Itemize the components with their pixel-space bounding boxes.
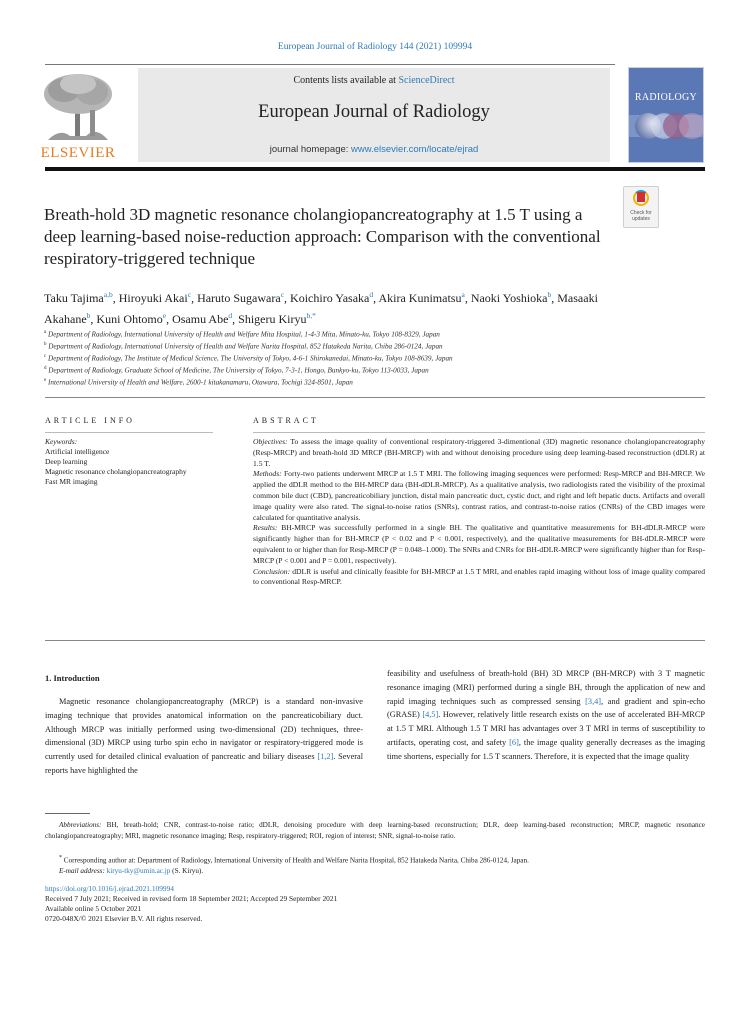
check-updates-label-line1: Check for bbox=[630, 210, 652, 216]
affiliation-marker[interactable]: d bbox=[369, 290, 374, 299]
abstract-section-text: Forty-two patients underwent MRCP at 1.5 T MRI. The following imaging sequences were performed: Resp-MRCP and BH-MRCP. We applied the dDLR method to the BH-MRCP data (BH-dDLR-MRCP). As a qualitative analysis, two radiologists rated the visibility of the proximal common bile duct (CBD), pancreaticobiliary junction, distal main pancreatic duct, cystic duct, and right and left hepatic ducts. Artifacts and overall image quality were also rated. The signal-to-noise ratios (SNRs), contrast ratios, and contrast-to-noise ratios (CNRs) of the CBD images were calculated for quantitative analysis. bbox=[253, 469, 705, 522]
abbreviations-label: Abbreviations: bbox=[59, 821, 102, 829]
check-for-updates-button[interactable] bbox=[623, 186, 659, 228]
affiliation-marker[interactable]: b bbox=[86, 311, 91, 320]
contents-available-line bbox=[138, 75, 610, 86]
citation-reference-link[interactable]: [6] bbox=[509, 737, 519, 747]
affiliation-text: Department of Radiology, International University of Health and Welfare Narita Hospital, 852 Hatakeda Narita, Chiba 286-0124, Japan bbox=[46, 342, 443, 351]
header-top-rule bbox=[45, 64, 615, 65]
affiliation-key: e bbox=[44, 377, 47, 383]
affiliation-key: a bbox=[44, 330, 47, 335]
elsevier-tree-icon bbox=[40, 70, 116, 144]
affiliation-item bbox=[44, 364, 724, 376]
homepage-prefix: journal homepage: bbox=[269, 144, 352, 155]
body-text: , and gradient and spin-echo (GRASE) bbox=[387, 696, 705, 720]
author-separator: , bbox=[90, 312, 97, 326]
author-list bbox=[44, 286, 604, 328]
check-updates-label bbox=[624, 210, 658, 222]
abstract-methods bbox=[253, 469, 705, 523]
affiliation-item bbox=[44, 376, 724, 388]
citation-reference-link[interactable]: [1,2] bbox=[317, 752, 334, 762]
email-line bbox=[59, 866, 705, 877]
article-info-heading: ARTICLE INFO bbox=[45, 416, 135, 425]
paper-title: Breath-hold 3D magnetic resonance cholangiopancreatography at 1.5 T using a deep learning-based noise-reduction approach: Comparison with the conventional respiratory-triggered technique bbox=[44, 205, 601, 268]
publication-info bbox=[45, 884, 545, 924]
keyword-item: Deep learning bbox=[45, 457, 88, 466]
affiliation-key: d bbox=[44, 365, 47, 371]
affiliation-marker[interactable]: c bbox=[280, 290, 285, 299]
author-name[interactable]: Kuni Ohtomo bbox=[96, 312, 163, 326]
author-separator: , bbox=[284, 291, 291, 305]
elsevier-wordmark: ELSEVIER bbox=[40, 145, 116, 161]
abstract-section-label: Conclusion: bbox=[253, 566, 291, 576]
section-divider bbox=[45, 397, 705, 398]
footnote-rule bbox=[45, 813, 90, 814]
affiliation-marker[interactable]: a bbox=[461, 290, 465, 299]
affiliation-item bbox=[44, 340, 724, 352]
abstract-rule bbox=[253, 432, 705, 433]
abstract-conclusion bbox=[253, 567, 705, 589]
author-name[interactable]: Akira Kunimatsu bbox=[378, 291, 462, 305]
affiliation-marker[interactable]: b bbox=[547, 290, 552, 299]
abstract-objectives bbox=[253, 437, 705, 469]
abbreviations-text: BH, breath-hold; CNR, contrast-to-noise ratio; dDLR, denoising procedure with deep learning-based reconstruction; DLR, deep learning-based reconstruction; MRCP, magnetic resonance cholangiopancreatography; MRI, magnetic resonance imaging; Resp, respiratory-triggered; ROI, region of interest; SNR, signal-to-noise ratio. bbox=[45, 821, 705, 840]
affiliation-text: Department of Radiology, The Institute of Medical Science, The University of Tokyo, 4-6-1 Shirokanedai, Minato-ku, Tokyo 108-8639, Japan bbox=[46, 354, 453, 363]
check-updates-label-line2: updates bbox=[632, 216, 650, 222]
abstract-section-text: To assess the image quality of conventional respiratory-triggered 3-dimentional (3D) magnetic resonance cholangiopancreatography (Resp-MRCP) and breath-hold 3D MRCP (BH-MRCP) with and without denoising procedure using deep learning-based reconstruction (dDLR) at 1.5 T. bbox=[253, 437, 705, 468]
journal-cover-image[interactable] bbox=[628, 67, 704, 163]
sciencedirect-link[interactable]: ScienceDirect bbox=[398, 75, 455, 86]
introduction-right-column bbox=[387, 667, 705, 764]
author-email-link[interactable]: kiryu-tky@umin.ac.jp bbox=[106, 867, 171, 876]
section-divider bbox=[45, 640, 705, 641]
author-separator: , bbox=[464, 291, 471, 305]
author-name[interactable]: Shigeru Kiryu bbox=[238, 312, 307, 326]
journal-citation-link[interactable]: European Journal of Radiology 144 (2021) 109994 bbox=[277, 42, 473, 52]
affiliation-marker[interactable]: c bbox=[187, 290, 192, 299]
corresponding-author-text: Corresponding author at: Department of Radiology, International University of Health and Welfare Narita Hospital, 852 Hatakeda Narita, Chiba 286-0124, Japan. bbox=[62, 856, 529, 865]
affiliation-key: b bbox=[44, 341, 47, 347]
affiliation-marker[interactable]: a,b bbox=[103, 290, 113, 299]
affiliation-item bbox=[44, 328, 724, 340]
affiliation-marker[interactable]: b,* bbox=[306, 311, 316, 320]
affiliation-marker[interactable]: e bbox=[162, 311, 167, 320]
author-name[interactable]: Naoki Yoshioka bbox=[470, 291, 548, 305]
affiliation-item bbox=[44, 352, 724, 364]
corresponding-author-address bbox=[59, 853, 705, 866]
keywords-label: Keywords: bbox=[45, 437, 78, 446]
contents-prefix: Contents lists available at bbox=[293, 75, 399, 86]
available-online-date: Available online 5 October 2021 bbox=[45, 904, 142, 913]
received-dates: Received 7 July 2021; Received in revised form 18 September 2021; Accepted 29 September 2021 bbox=[45, 894, 338, 903]
author-separator: , bbox=[166, 312, 173, 326]
keyword-item: Fast MR imaging bbox=[45, 477, 98, 486]
body-text: feasibility and usefulness of breath-hold (BH) 3D MRCP (BH-MRCP) with 3 T magnetic resonance imaging (MRI) performed during a single BH, through the application of new and rapid imaging techniques such as compressed sensing bbox=[387, 669, 705, 706]
journal-homepage-link[interactable]: www.elsevier.com/locate/ejrad bbox=[351, 144, 479, 155]
citation-reference-link[interactable]: [3,4] bbox=[585, 696, 602, 706]
body-text: , the image quality generally decreases as the imaging time shortens, especially for 1.5 T scanners. Therefore, it is expected that the image quality bbox=[387, 737, 705, 761]
author-separator: , bbox=[232, 312, 239, 326]
abbreviations-footnote bbox=[45, 820, 705, 842]
affiliation-text: Department of Radiology, International University of Health and Welfare Mita Hospital, 1-4-3 Mita, Minato-ku, Tokyo 108-8329, Japan bbox=[46, 330, 440, 339]
abstract-section-label: Methods: bbox=[253, 469, 282, 479]
author-separator: , bbox=[112, 291, 119, 305]
body-text: . Several reports have highlighted the bbox=[45, 752, 364, 775]
header-thick-rule bbox=[45, 167, 705, 171]
email-label: E-mail address: bbox=[59, 867, 105, 876]
affiliation-marker[interactable]: d bbox=[228, 311, 233, 320]
doi-link[interactable]: https://doi.org/10.1016/j.ejrad.2021.109994 bbox=[45, 884, 174, 893]
author-name[interactable]: Haruto Sugawara bbox=[197, 291, 281, 305]
journal-name: European Journal of Radiology bbox=[258, 102, 490, 122]
copyright-notice: 0720-048X/© 2021 Elsevier B.V. All rights reserved. bbox=[45, 914, 203, 923]
introduction-left-column bbox=[45, 695, 363, 778]
author-separator: , bbox=[373, 291, 379, 305]
citation-reference-link[interactable]: [4,5] bbox=[422, 710, 439, 720]
keyword-item: Magnetic resonance cholangiopancreatography bbox=[45, 467, 187, 476]
cover-title: RADIOLOGY bbox=[634, 92, 698, 103]
body-text: Magnetic resonance cholangiopancreatography (MRCP) is a standard non-invasive imaging technique that provides anatomical information on the pancreaticobiliary duct. Although MRCP was initially performed using two-dimensional (2D) techniques, three-dimensional (3D) MRCP using turbo spin echo in navigator or respiratory-triggered mode is currently used for detailed clinical evaluation of pancreatic and biliary diseases bbox=[45, 697, 363, 762]
affiliation-key: c bbox=[44, 353, 47, 359]
abstract-section-text: dDLR is useful and clinically feasible for BH-MRCP at 1.5 T MRI, and enables rapid imaging without loss of image quality compared to conventional Resp-MRCP. bbox=[253, 566, 705, 587]
affiliation-text: International University of Health and Welfare, 2600-1 kitakanamaru, Otawara, Tochigi 324-8501, Japan bbox=[46, 377, 353, 386]
footnote-mark: * bbox=[59, 855, 62, 861]
author-separator: , bbox=[191, 291, 198, 305]
corresponding-author-footnote bbox=[45, 853, 705, 877]
elsevier-logo[interactable] bbox=[32, 70, 124, 162]
author-name[interactable]: Taku Tajima bbox=[44, 291, 104, 305]
cover-circle bbox=[679, 113, 704, 139]
abstract-section-label: Results: bbox=[253, 523, 278, 533]
abstract-section-label: Objectives: bbox=[253, 437, 288, 446]
author-name[interactable]: Koichiro Yasaka bbox=[290, 291, 370, 305]
article-info-rule bbox=[45, 432, 213, 433]
body-text: . However, relatively little research exists on the use of accelerated BH-MRCP at 1.5 T MRI. Although 1.5 T MRI has advantages over 3 T MRI in terms of susceptibility to artifacts, operating cost, and safety bbox=[387, 710, 705, 747]
abstract-section-text: BH-MRCP was successfully performed in a single BH. The qualitative and quantitative measurements for BH-dDLR-MRCP were significantly higher than for BH-MRCP (P < 0.02 and P < 0.001, respectively), and the qualitative measurements for BH-dDLR-MRCP were equivalent to or higher than for Resp-MRCP (P = 0.048–1.000). The SNRs and CNRs for BH-dDLR-MRCP were significantly higher than for Resp-MRCP (P < 0.001 and P = 0.001, respectively). bbox=[253, 523, 705, 565]
abstract-results bbox=[253, 523, 705, 566]
abstract-body bbox=[253, 437, 705, 588]
keywords-block bbox=[45, 437, 225, 487]
bookmark-icon bbox=[637, 192, 645, 202]
journal-homepage-line bbox=[138, 144, 610, 155]
author-name[interactable]: Osamu Abe bbox=[172, 312, 229, 326]
author-separator: , bbox=[551, 291, 558, 305]
affiliation-text: Department of Radiology, Graduate School of Medicine, The University of Tokyo, 7-3-1, Hongo, Bunkyo-ku, Tokyo 113-0033, Japan bbox=[46, 366, 429, 375]
author-name[interactable]: Hiroyuki Akai bbox=[118, 291, 188, 305]
email-suffix: (S. Kiryu). bbox=[170, 867, 204, 876]
author-name[interactable]: Masaaki Akahane bbox=[44, 291, 598, 326]
journal-masthead bbox=[138, 68, 610, 162]
introduction-heading: 1. Introduction bbox=[45, 673, 100, 683]
abstract-heading: ABSTRACT bbox=[253, 416, 319, 425]
affiliation-list bbox=[44, 328, 724, 387]
keyword-item: Artificial intelligence bbox=[45, 447, 110, 456]
